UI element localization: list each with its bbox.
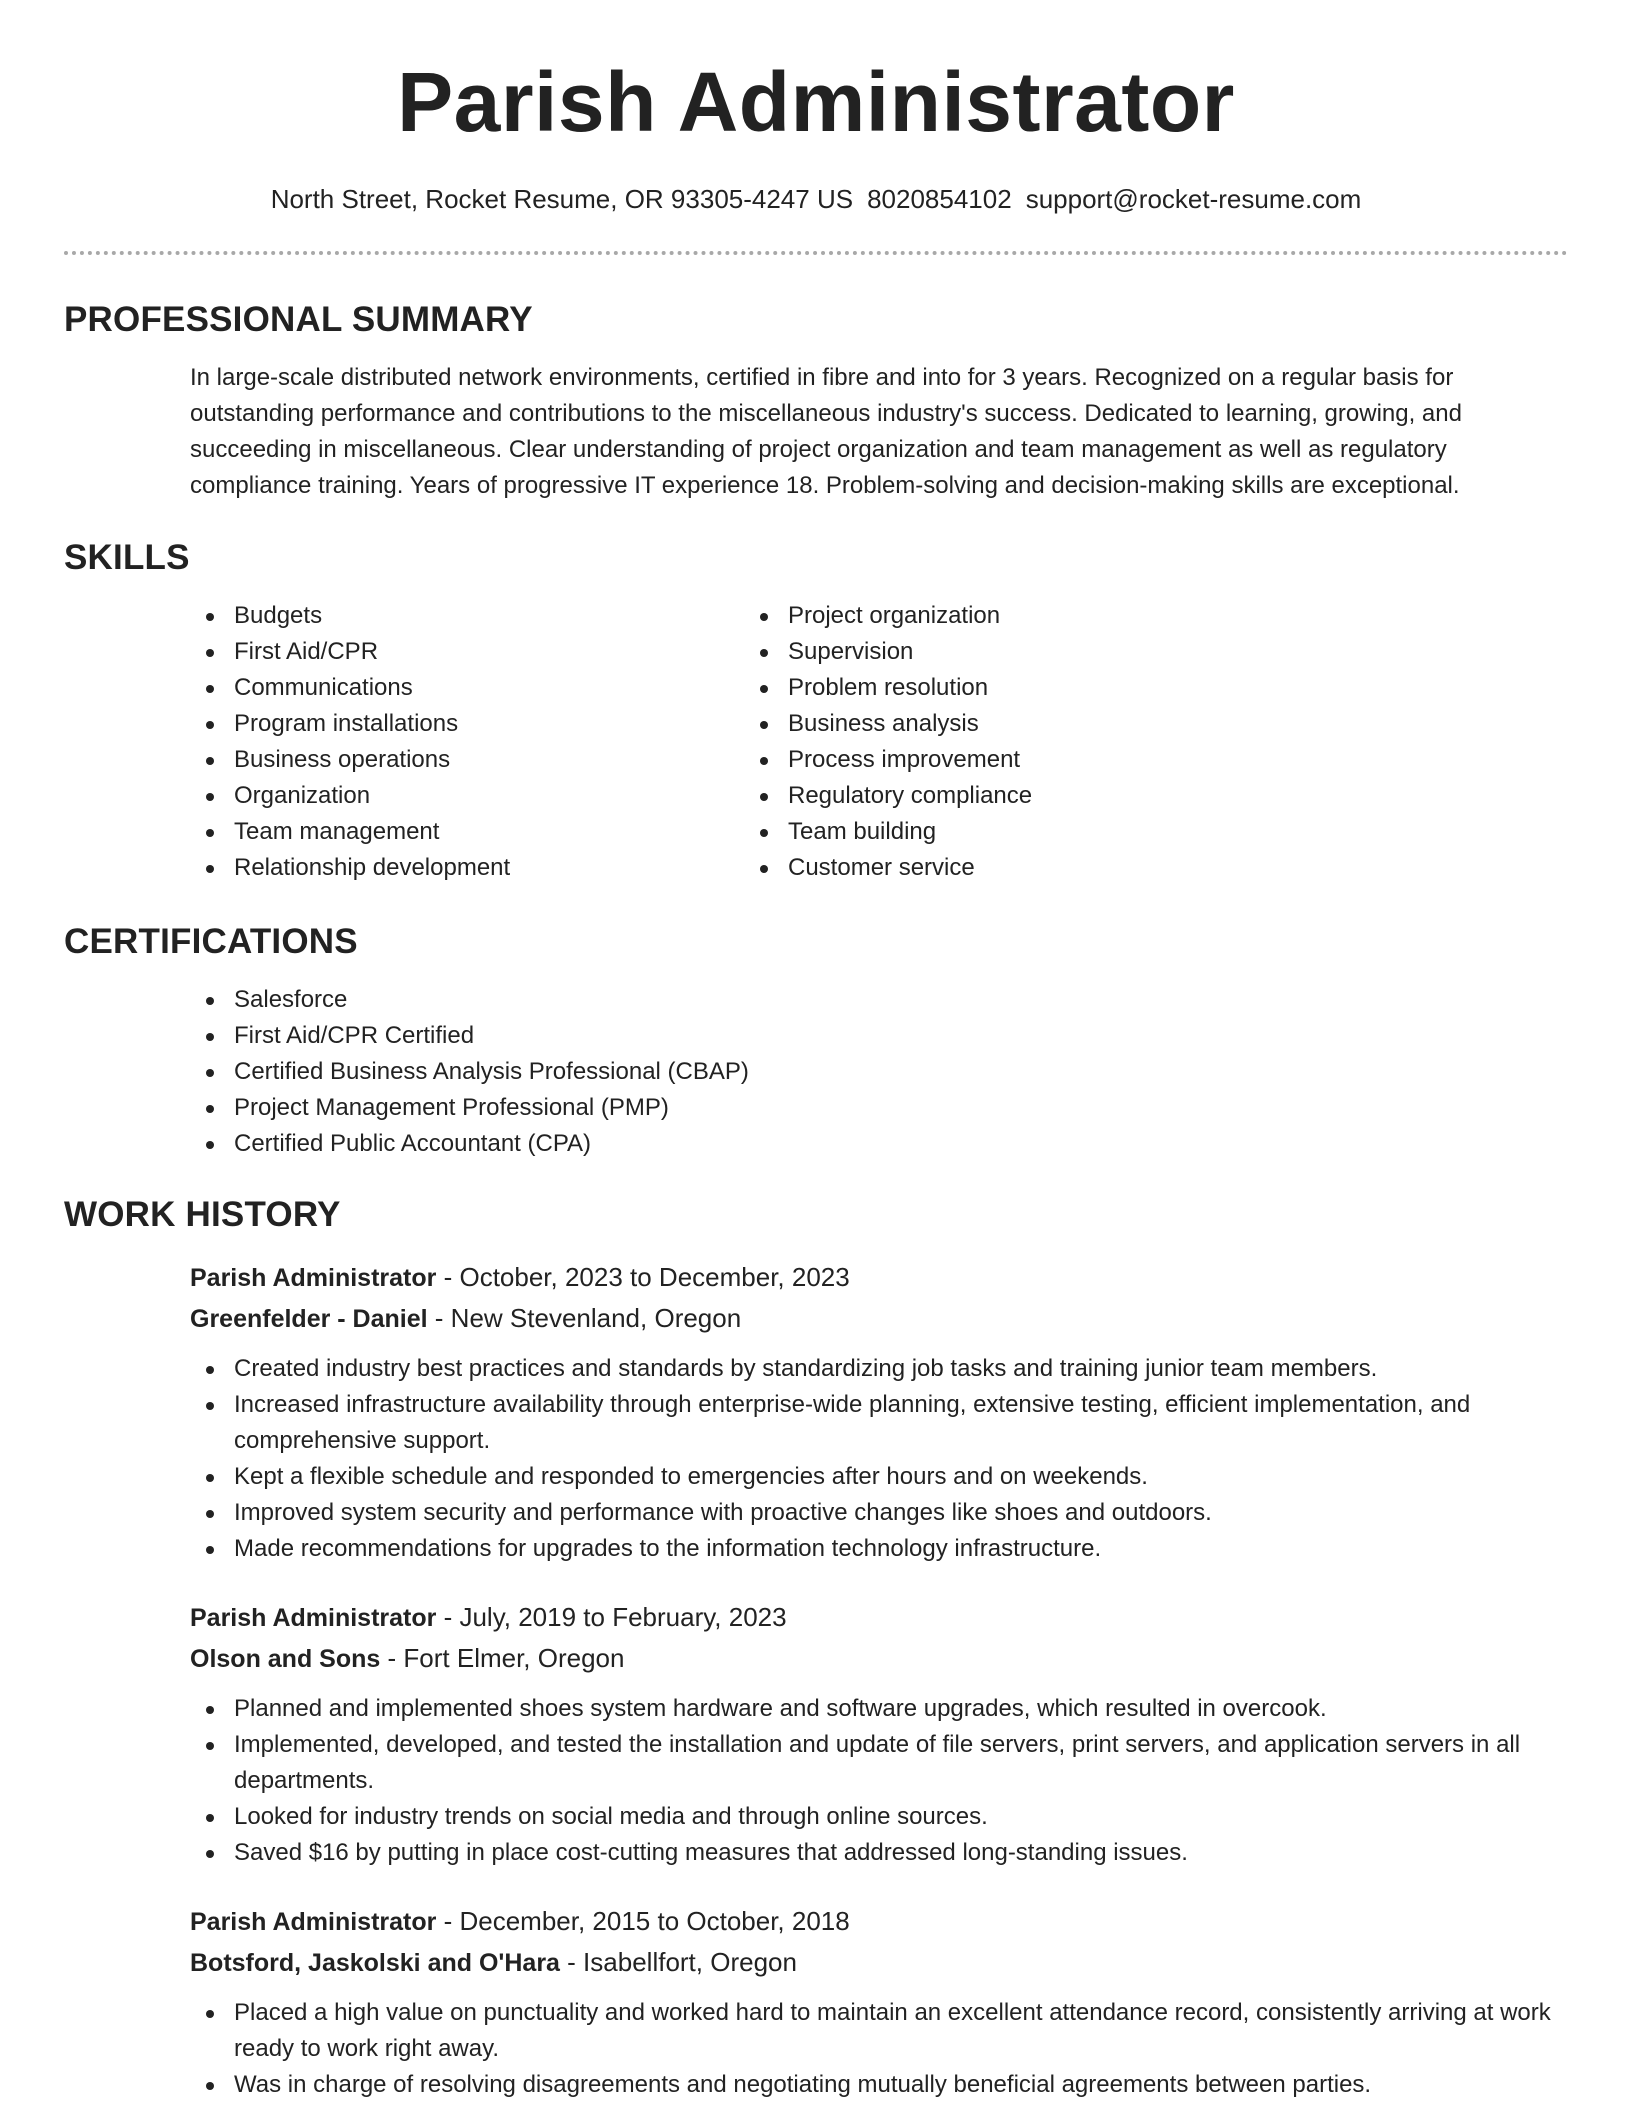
job-title-line: [190, 1257, 1568, 1298]
job-location: - Isabellfort, Oregon: [559, 1947, 797, 1977]
job-bullet: Looked for industry trends on social media and through online sources.: [190, 1799, 1568, 1835]
certification-item: Certified Public Accountant (CPA): [190, 1126, 1568, 1162]
job-dates: - July, 2019 to February, 2023: [436, 1602, 787, 1632]
job-company: Greenfelder - Daniel: [190, 1305, 428, 1333]
job-bullet: Placed a high value on punctuality and worked hard to maintain an excellent attendance record, consistently arriving at work ready to work right away.: [190, 1995, 1568, 2067]
skill-item: Problem resolution: [744, 670, 1032, 706]
job-bullet: Made recommendations for upgrades to the information technology infrastructure.: [190, 1531, 1568, 1567]
job-bullet: Kept a flexible schedule and responded to emergencies after hours and on weekends.: [190, 1459, 1568, 1495]
job-company-line: [190, 1942, 1568, 1983]
skill-item: Relationship development: [190, 850, 744, 886]
certifications-section: [64, 920, 1568, 1162]
contact-phone: 8020854102: [867, 184, 1012, 214]
job-dates: - December, 2015 to October, 2018: [436, 1906, 850, 1936]
job-company: Olson and Sons: [190, 1645, 381, 1673]
job-entry: [190, 1597, 1568, 1871]
skill-item: Organization: [190, 778, 744, 814]
summary-section: [64, 298, 1568, 504]
skill-item: Communications: [190, 670, 744, 706]
certifications-list: [64, 982, 1568, 1162]
skills-list-right: [744, 598, 1032, 886]
skills-section: [64, 536, 1568, 886]
job-dates: - October, 2023 to December, 2023: [436, 1262, 850, 1292]
work-history-section: [64, 1193, 1568, 2103]
job-bullet: Was in charge of resolving disagreements and negotiating mutually beneficial agreements between parties.: [190, 2067, 1568, 2103]
job-bullet: Increased infrastructure availability through enterprise-wide planning, extensive testing, efficient implementation, and comprehensive support.: [190, 1387, 1568, 1459]
skill-item: Supervision: [744, 634, 1032, 670]
job-company: Botsford, Jaskolski and O'Hara: [190, 1949, 560, 1977]
skill-item: First Aid/CPR: [190, 634, 744, 670]
skill-item: Program installations: [190, 706, 744, 742]
job-bullets: [190, 1995, 1568, 2103]
certification-item: Certified Business Analysis Professional (CBAP): [190, 1054, 1568, 1090]
job-entry: [190, 1901, 1568, 2103]
job-entry: [190, 1257, 1568, 1567]
job-bullet: Implemented, developed, and tested the installation and update of file servers, print servers, and application servers in all departments.: [190, 1727, 1568, 1799]
contact-line: [0, 182, 1632, 216]
job-bullet: Created industry best practices and standards by standardizing job tasks and training junior team members.: [190, 1351, 1568, 1387]
job-title: Parish Administrator: [190, 1604, 437, 1632]
job-company-line: [190, 1638, 1568, 1679]
skill-item: Business operations: [190, 742, 744, 778]
skills-heading: SKILLS: [64, 538, 190, 577]
job-bullets: [190, 1351, 1568, 1567]
candidate-name: Parish Administrator: [397, 55, 1235, 149]
contact-address: North Street, Rocket Resume, OR 93305-4247 US: [270, 184, 854, 214]
skill-item: Team management: [190, 814, 744, 850]
job-title-line: [190, 1901, 1568, 1942]
skills-list-left: [64, 598, 744, 886]
skill-item: Budgets: [190, 598, 744, 634]
certification-item: Salesforce: [190, 982, 1568, 1018]
job-location: - Fort Elmer, Oregon: [380, 1643, 625, 1673]
skill-item: Project organization: [744, 598, 1032, 634]
header-divider: [64, 251, 1568, 255]
job-bullet: Saved $16 by putting in place cost-cutting measures that addressed long-standing issues.: [190, 1835, 1568, 1871]
job-title-line: [190, 1597, 1568, 1638]
skills-columns: [64, 598, 1568, 886]
contact-email: support@rocket-resume.com: [1025, 184, 1362, 214]
certifications-heading: CERTIFICATIONS: [64, 922, 358, 961]
job-title: Parish Administrator: [190, 1264, 437, 1292]
skill-item: Customer service: [744, 850, 1032, 886]
skill-item: Team building: [744, 814, 1032, 850]
summary-heading: PROFESSIONAL SUMMARY: [64, 300, 533, 339]
job-bullet: Improved system security and performance with proactive changes like shoes and outdoors.: [190, 1495, 1568, 1531]
certification-item: Project Management Professional (PMP): [190, 1090, 1568, 1126]
job-title: Parish Administrator: [190, 1908, 437, 1936]
job-bullets: [190, 1691, 1568, 1871]
certification-item: First Aid/CPR Certified: [190, 1018, 1568, 1054]
job-bullet: Planned and implemented shoes system hardware and software upgrades, which resulted in overcook.: [190, 1691, 1568, 1727]
work-history-heading: WORK HISTORY: [64, 1195, 341, 1234]
summary-text: In large-scale distributed network environments, certified in fibre and into for 3 years. Recognized on a regular basis for outstanding performance and contributions to the miscellaneous industry's success. Dedicated to learning, growing, and succeeding in miscellaneous. Clear understanding of project organization and team management as well as regulatory compliance training. Years of progressive IT experience 18. Problem-solving and decision-making skills are exceptional.: [190, 364, 1462, 499]
job-location: - New Stevenland, Oregon: [427, 1303, 742, 1333]
skill-item: Business analysis: [744, 706, 1032, 742]
skill-item: Process improvement: [744, 742, 1032, 778]
job-company-line: [190, 1298, 1568, 1339]
skill-item: Regulatory compliance: [744, 778, 1032, 814]
